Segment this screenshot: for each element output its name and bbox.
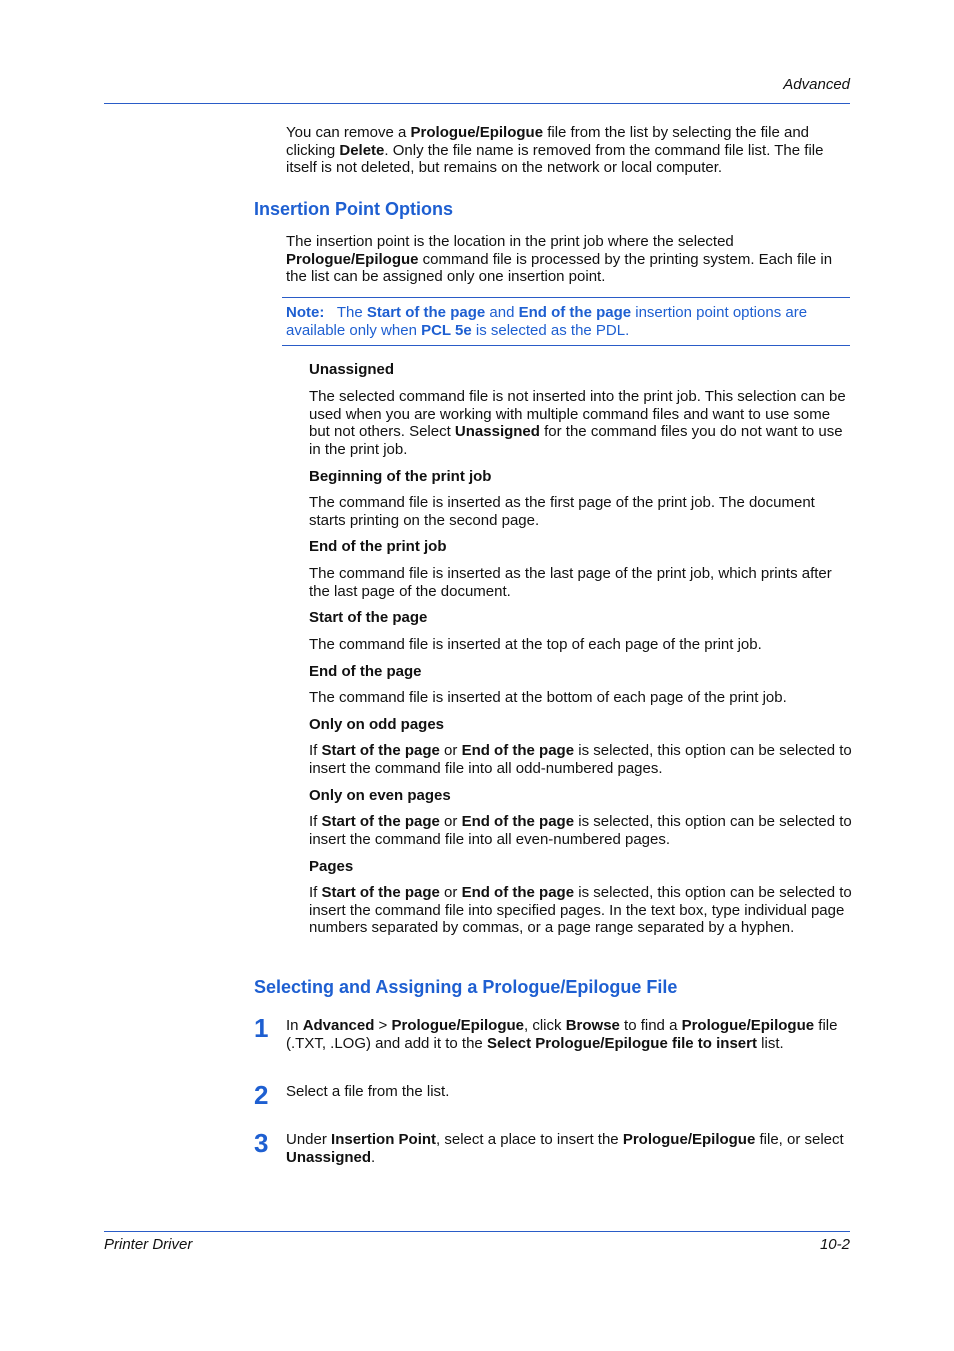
step-text: Under Insertion Point, select a place to insert the Prologue/Epilogue file, or select Unassigned.	[286, 1131, 844, 1166]
step-text: In Advanced > Prologue/Epilogue, click Browse to find a Prologue/Epilogue file (.TXT, .LOG) and add it to the Select Prologue/Epilogue file to insert list.	[286, 1017, 838, 1052]
selecting-heading: Selecting and Assigning a Prologue/Epilogue File	[254, 977, 678, 997]
option-description: If Start of the page or End of the page is selected, this option can be selected to insert the command file into specified pages. In the text box, type individual page numbers separated by commas, or a page range separated by a hyphen.	[309, 884, 852, 937]
option-description: If Start of the page or End of the page is selected, this option can be selected to insert the command file into all even-numbered pages.	[309, 813, 852, 848]
note-label: Note:	[286, 304, 325, 321]
option-term: Only on odd pages	[309, 716, 445, 733]
option-term: Start of the page	[309, 609, 428, 626]
step-number: 2	[254, 1080, 269, 1110]
option-term: Unassigned	[309, 361, 395, 378]
option-description: The command file is inserted as the last page of the print job, which prints after the last page of the document.	[309, 565, 832, 600]
option-term: Pages	[309, 858, 354, 875]
step-text: Select a file from the list.	[286, 1083, 450, 1100]
note: Note: The Start of the page and End of the page insertion point options are available only when PCL 5e is selected as the PDL.	[286, 304, 808, 339]
option-description: If Start of the page or End of the page is selected, this option can be selected to insert the command file into all odd-numbered pages.	[309, 742, 852, 777]
running-header: Advanced	[783, 76, 850, 93]
step-number: 1	[254, 1013, 269, 1043]
note-bottom-rule	[282, 345, 850, 346]
header-rule	[104, 103, 850, 104]
footer-rule	[104, 1231, 850, 1232]
intro-paragraph: You can remove a Prologue/Epilogue file from the list by selecting the file and clicking Delete. Only the file name is removed from the command file list. The file itself is not deleted, but remains on the network or local computer.	[286, 124, 824, 177]
note-top-rule	[282, 297, 850, 298]
option-term: End of the page	[309, 663, 422, 680]
option-term: End of the print job	[309, 538, 447, 555]
insertion-point-heading: Insertion Point Options	[254, 199, 453, 219]
option-description: The command file is inserted as the first page of the print job. The document starts printing on the second page.	[309, 494, 815, 529]
option-description: The selected command file is not inserted into the print job. This selection can be used when you are working with multiple command files and want to use some but not others. Select Unassigned for the command files you do not want to use in the print job.	[309, 388, 846, 458]
page-number: 10-2	[819, 1236, 850, 1253]
option-term: Only on even pages	[309, 787, 451, 804]
footer-title: Printer Driver	[104, 1236, 193, 1253]
step-number: 3	[254, 1128, 269, 1158]
insertion-paragraph: The insertion point is the location in the print job where the selected Prologue/Epilogue command file is processed by the printing system. Each file in the list can be assigned only one insertion point.	[286, 233, 833, 286]
option-description: The command file is inserted at the bottom of each page of the print job.	[309, 689, 787, 706]
option-description: The command file is inserted at the top of each page of the print job.	[309, 636, 762, 653]
option-term: Beginning of the print job	[309, 468, 492, 485]
